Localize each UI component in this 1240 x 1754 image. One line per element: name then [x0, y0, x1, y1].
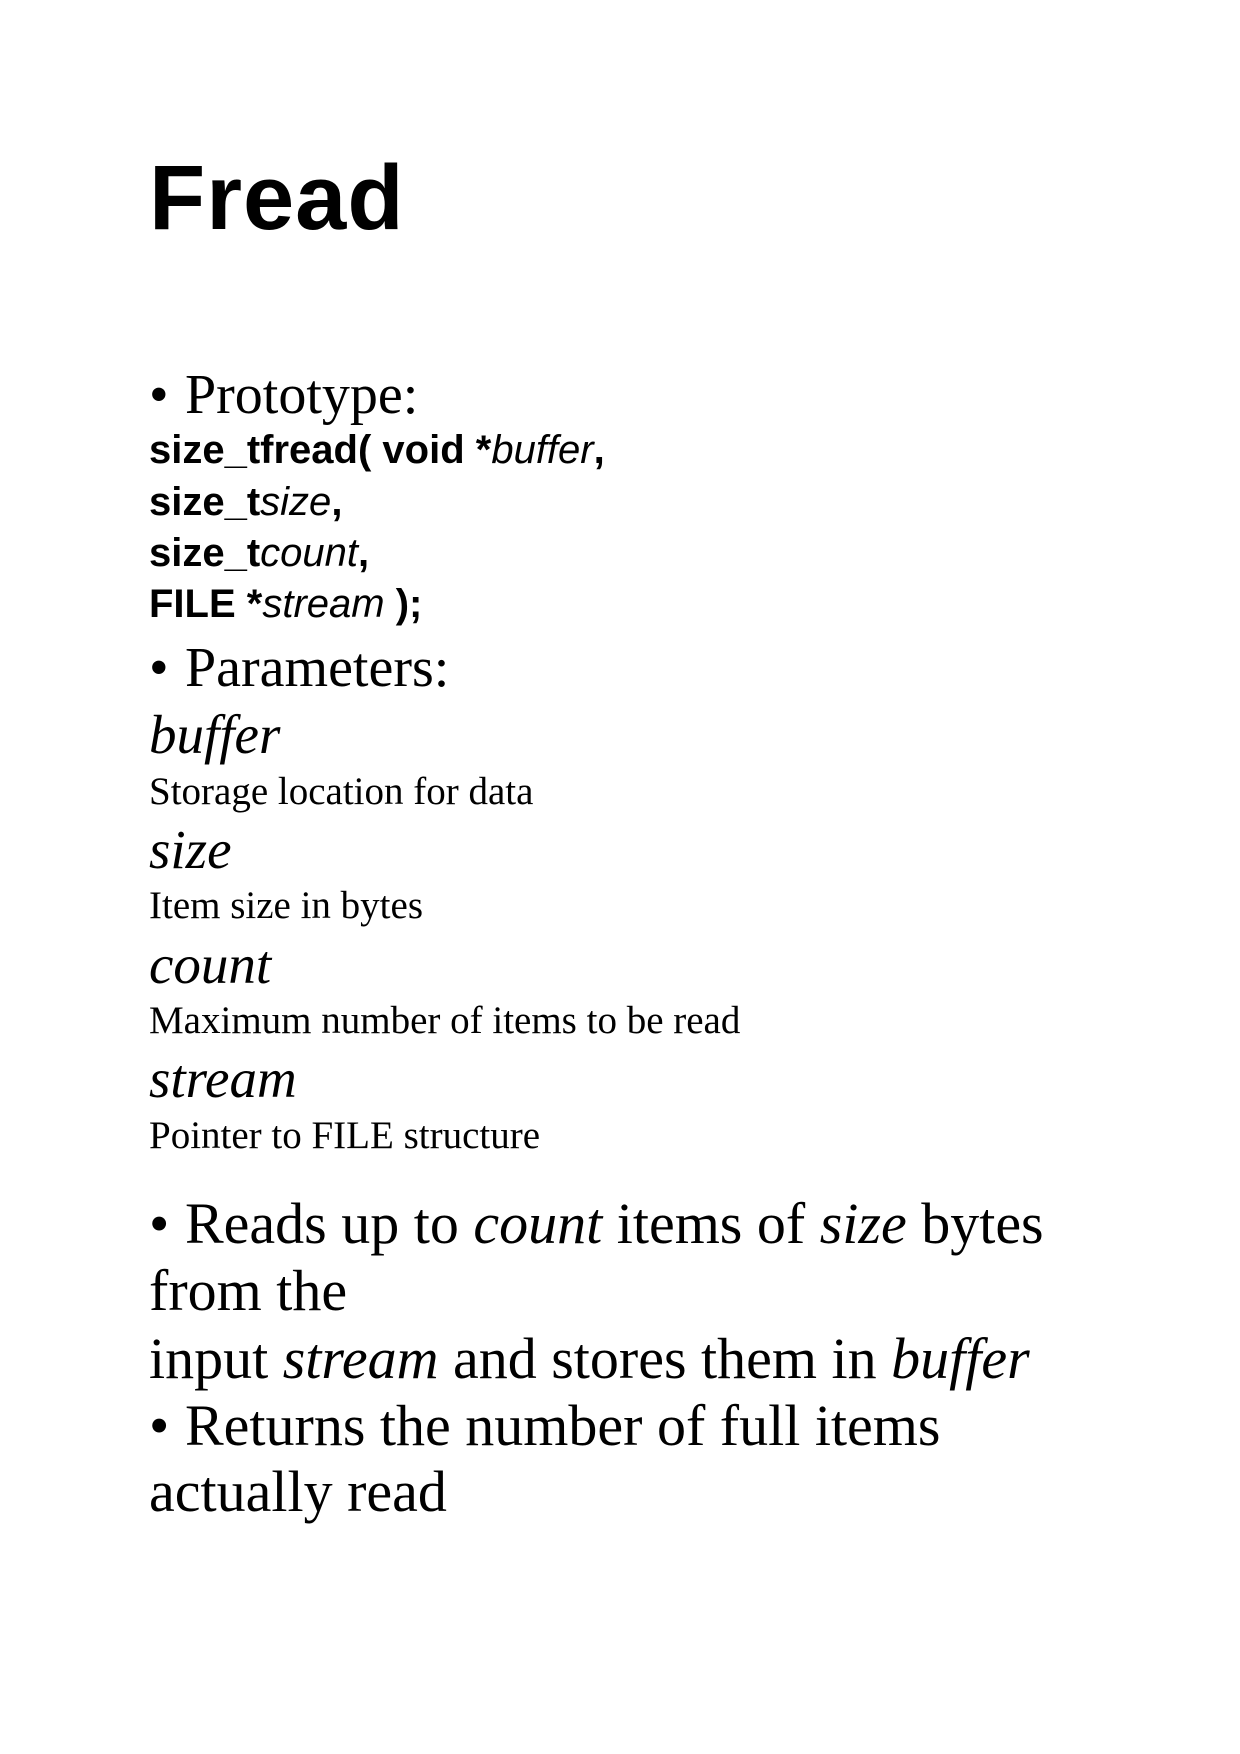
bullet-icon: • — [149, 1191, 170, 1256]
prototype-line-suffix: ); — [384, 582, 423, 626]
prototype-line-prefix: size_t — [149, 480, 261, 524]
parameter-name: size — [149, 819, 232, 880]
bullet-icon: • — [149, 364, 169, 426]
description-param: count — [473, 1191, 603, 1256]
description-param: stream — [282, 1326, 439, 1391]
parameter-name: stream — [149, 1048, 297, 1109]
parameter-description: Storage location for data — [149, 770, 534, 813]
prototype-line — [149, 584, 422, 624]
parameters-heading-label: Parameters: — [185, 637, 450, 699]
prototype-line-prefix: size_tfread( void * — [149, 428, 492, 472]
prototype-heading — [149, 364, 419, 426]
description-line: actually read — [149, 1459, 447, 1524]
prototype-line-prefix: FILE * — [149, 582, 263, 626]
parameters-heading — [149, 637, 450, 699]
description-text: items of — [602, 1191, 820, 1256]
prototype-line — [149, 533, 369, 573]
parameter-name: buffer — [149, 704, 281, 765]
prototype-line-param: stream — [262, 582, 385, 626]
prototype-line — [149, 482, 342, 522]
prototype-line-param: size — [260, 480, 332, 524]
description-line — [149, 1326, 1030, 1391]
prototype-line-param: count — [260, 531, 359, 575]
prototype-line — [149, 430, 605, 470]
description-param: size — [819, 1191, 907, 1256]
prototype-line-suffix: , — [593, 428, 605, 472]
parameter-name: count — [149, 934, 272, 995]
description-text: and stores them in — [438, 1326, 892, 1391]
prototype-line-suffix: , — [331, 480, 343, 524]
prototype-line-prefix: size_t — [149, 531, 261, 575]
bullet-icon: • — [149, 637, 169, 699]
parameter-description: Pointer to FILE structure — [149, 1114, 541, 1157]
parameter-description: Item size in bytes — [149, 884, 424, 927]
parameter-description: Maximum number of items to be read — [149, 999, 741, 1042]
prototype-line-suffix: , — [358, 531, 370, 575]
description-line — [149, 1191, 1044, 1256]
description-text: bytes — [906, 1191, 1044, 1256]
description-text: input — [149, 1326, 283, 1391]
prototype-line-param: buffer — [491, 428, 594, 472]
description-text: Reads up to — [185, 1191, 474, 1256]
page-title: Fread — [149, 147, 405, 249]
description-line — [149, 1393, 941, 1458]
prototype-heading-label: Prototype: — [185, 364, 419, 426]
description-text: Returns the number of full items — [185, 1393, 941, 1458]
bullet-icon: • — [149, 1393, 170, 1458]
description-line: from the — [149, 1258, 348, 1323]
description-param: buffer — [891, 1326, 1030, 1391]
